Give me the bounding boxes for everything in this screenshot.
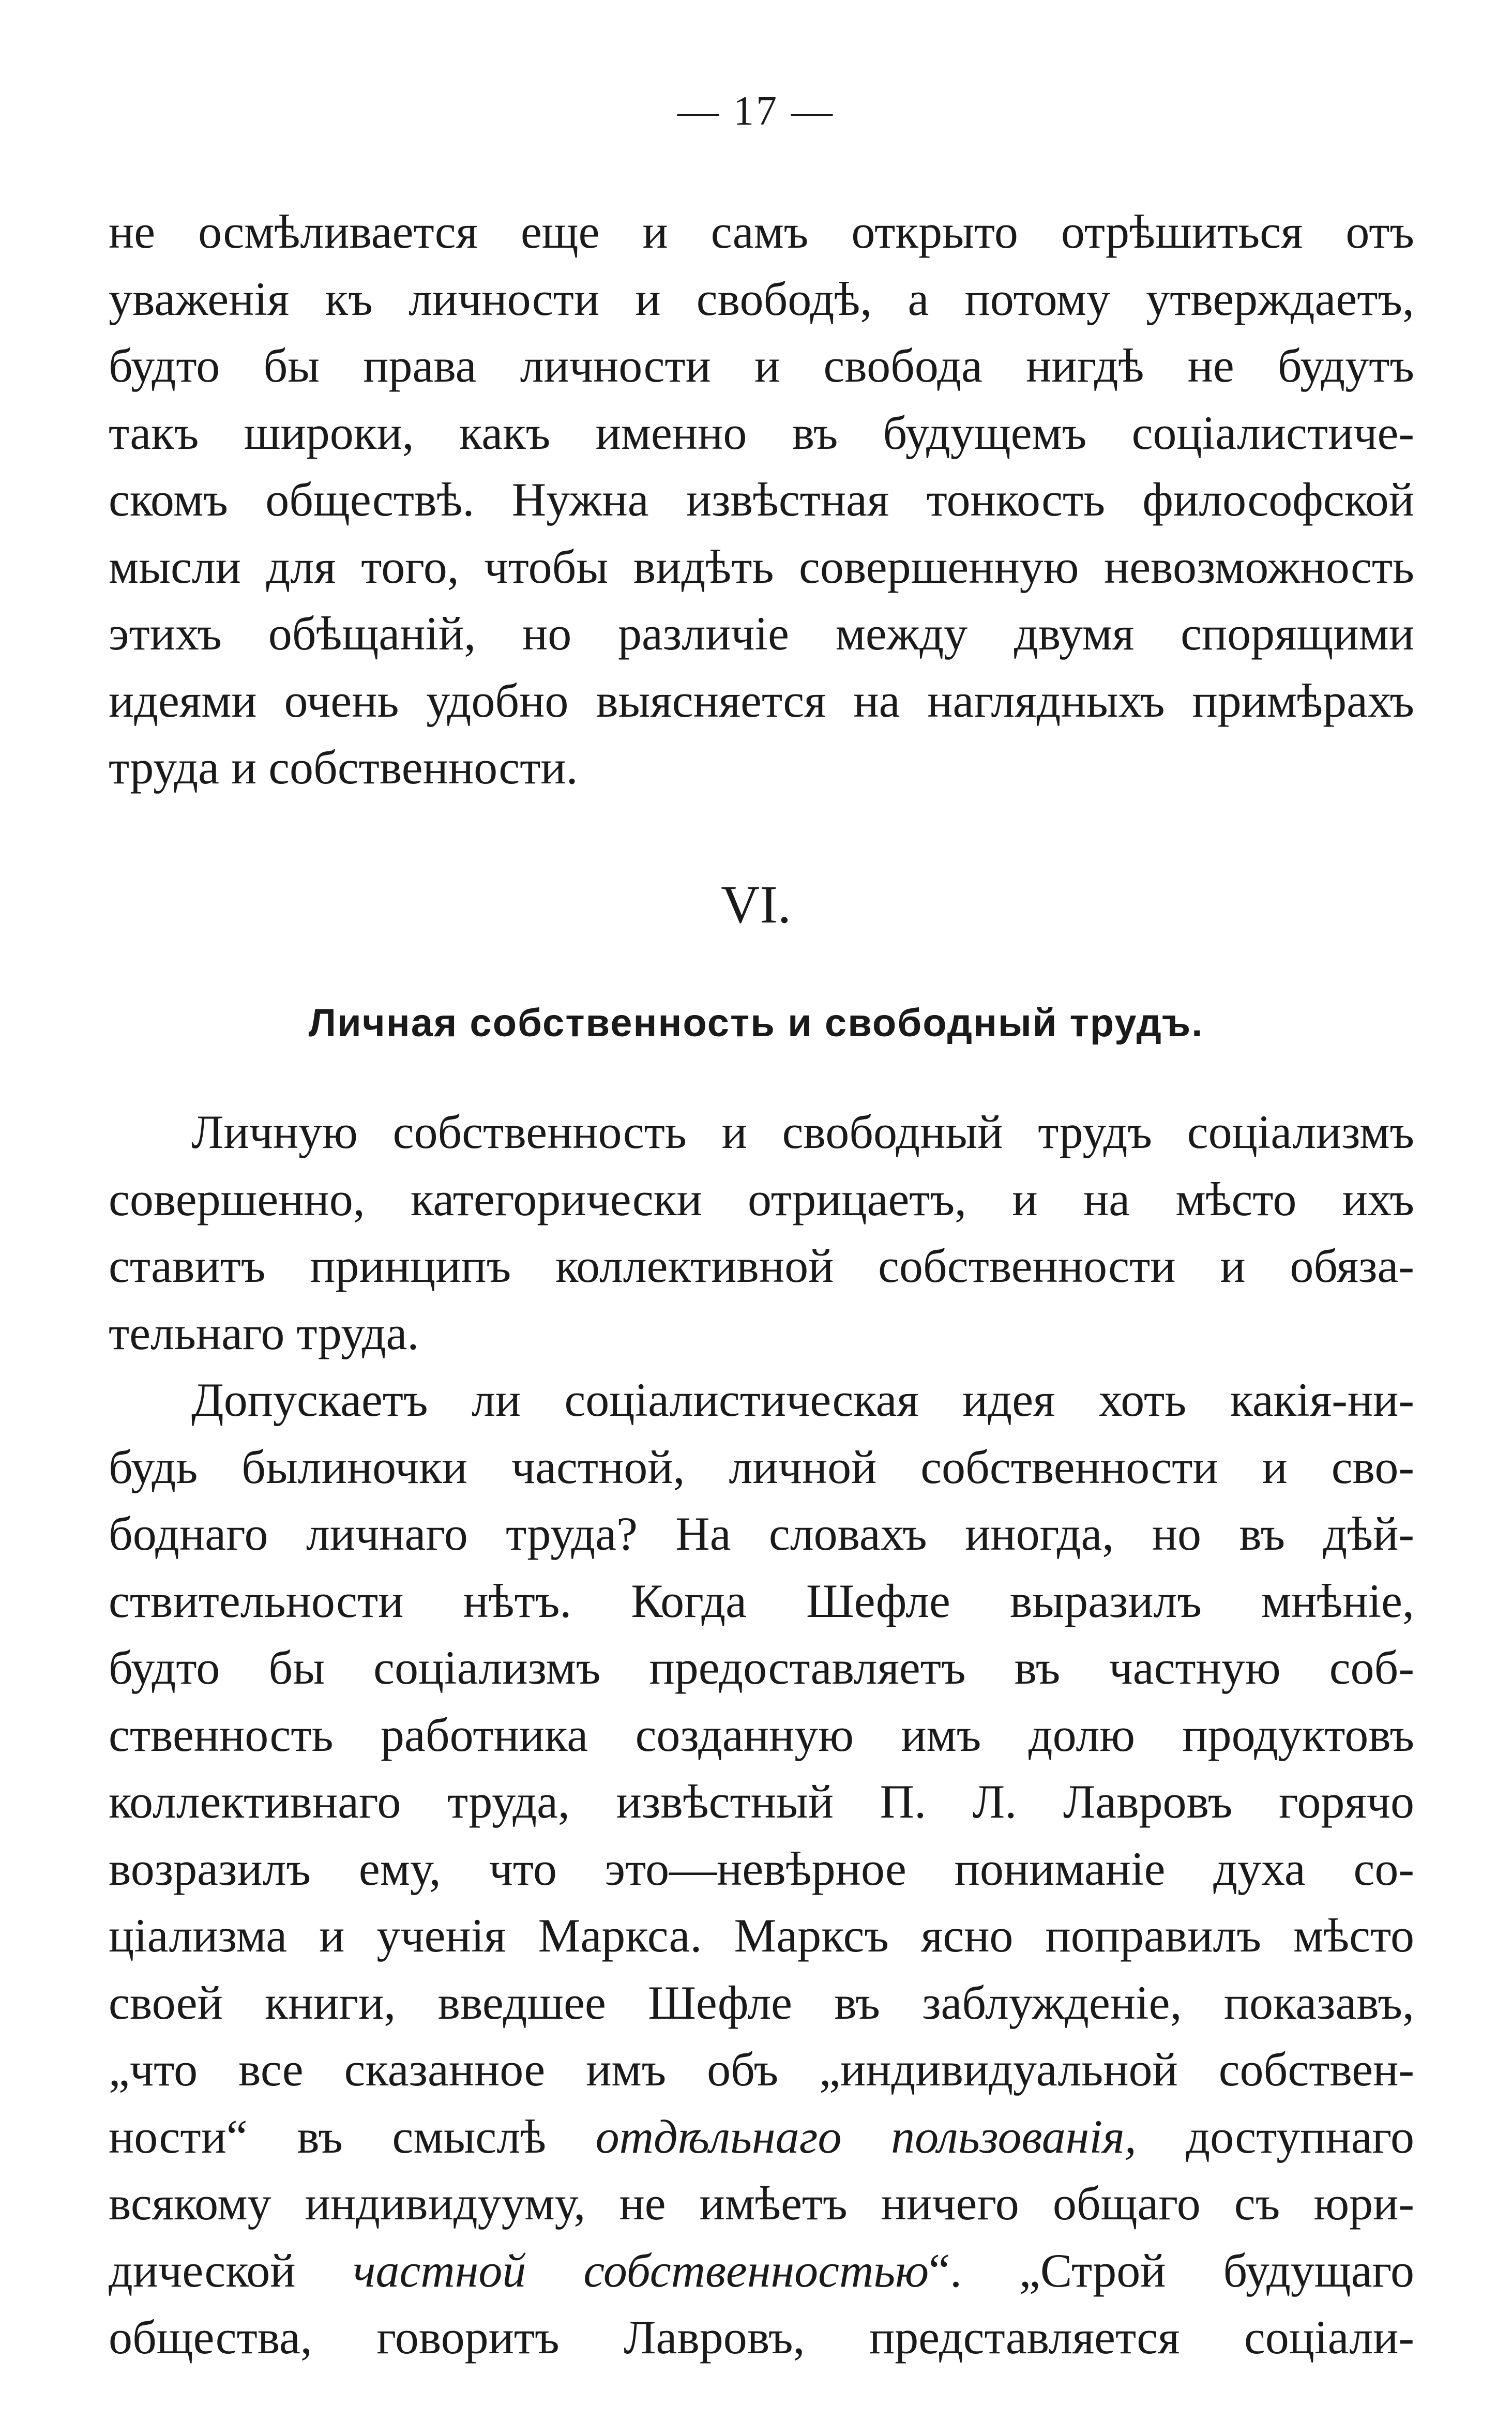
section-numeral: VI. xyxy=(721,875,791,934)
text-line: ставитъ принципъ коллективной собственности и обяза- xyxy=(109,1239,1414,1292)
text-line: совершенно, категорически отрицаетъ, и на мѣсто ихъ xyxy=(109,1172,1414,1225)
italic-fragment: частной собственностью xyxy=(353,2244,929,2297)
text-line: уваженія къ личности и свободѣ, а потому утверждаетъ, xyxy=(109,272,1414,325)
text-line: боднаго личнаго труда? На словахъ иногда, но въ дѣй- xyxy=(109,1507,1414,1560)
italic-fragment: отдѣльнаго пользованія, xyxy=(595,2110,1137,2163)
text-fragment: дической xyxy=(109,2244,353,2297)
paragraph-1 xyxy=(109,199,1414,801)
text-line: всякому индивидууму, не имѣетъ ничего общаго съ юри- xyxy=(109,2177,1414,2230)
section-title: Личная собственность и свободный трудъ. xyxy=(308,1001,1204,1045)
text-line: „что все сказанное имъ объ „индивидуальной собствен- xyxy=(109,2043,1414,2096)
text-line: общества, говоритъ Лавровъ, представляется соціали- xyxy=(109,2311,1414,2364)
text-line: идеями очень удобно выясняется на наглядныхъ примѣрахъ xyxy=(109,674,1414,727)
text-line: будь былиночки частной, личной собственности и сво- xyxy=(109,1440,1414,1493)
paragraphs-2-3 xyxy=(109,1099,1414,2371)
text-fragment: ности“ въ смыслѣ xyxy=(109,2110,596,2163)
text-fragment: “. „Строй будущаго xyxy=(929,2244,1414,2297)
text-line: скомъ обществѣ. Нужна извѣстная тонкость философской xyxy=(109,473,1414,526)
text-line: труда и собственности. xyxy=(109,741,578,794)
text-line: Допускаетъ ли соціалистическая идея хоть какія-ни- xyxy=(191,1373,1414,1426)
text-line xyxy=(109,2237,1414,2305)
text-line: возразилъ ему, что это—невѣрное пониманіе духа со- xyxy=(109,1842,1414,1895)
text-line: не осмѣливается еще и самъ открыто отрѣшиться отъ xyxy=(109,205,1414,258)
text-line: ственность работника созданную имъ долю продуктовъ xyxy=(109,1708,1414,1761)
text-line: тельнаго труда. xyxy=(109,1306,419,1359)
text-line: ціализма и ученія Маркса. Марксъ ясно поправилъ мѣсто xyxy=(109,1909,1414,1962)
text-line: ствительности нѣтъ. Когда Шефле выразилъ мнѣніе, xyxy=(109,1574,1414,1627)
text-line: своей книги, введшее Шефле въ заблужденіе, показавъ, xyxy=(109,1976,1414,2029)
text-line xyxy=(109,2104,1414,2171)
text-fragment: доступнаго xyxy=(1136,2110,1414,2163)
text-line: коллективнаго труда, извѣстный П. Л. Лавровъ горячо xyxy=(109,1775,1414,1828)
text-line: такъ широки, какъ именно въ будущемъ соціалистиче- xyxy=(109,406,1414,459)
text-line: будто бы права личности и свобода нигдѣ не будутъ xyxy=(109,339,1414,392)
text-line: будто бы соціализмъ предоставляетъ въ частную соб- xyxy=(109,1641,1414,1694)
text-line: мысли для того, чтобы видѣть совершенную невозможность xyxy=(109,540,1414,593)
page-number: — 17 — xyxy=(677,88,835,134)
text-line: Личную собственность и свободный трудъ соціализмъ xyxy=(191,1106,1414,1158)
text-line: этихъ обѣщаній, но различіе между двумя спорящими xyxy=(109,607,1414,660)
